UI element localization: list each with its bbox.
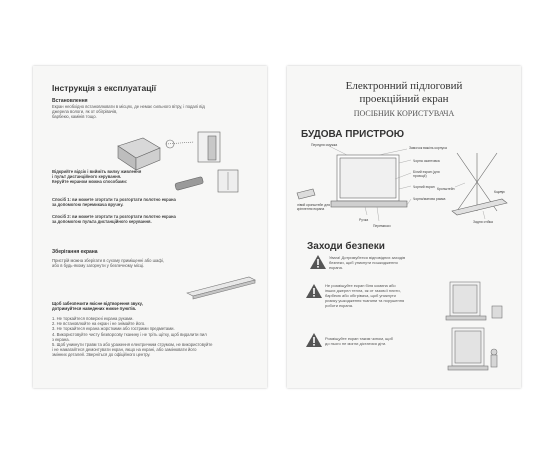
warning-text-2 (325, 283, 404, 308)
manual-title-line-2: проекційний екран (359, 93, 449, 105)
install-heading: Встановлення (52, 98, 88, 104)
warning-icon (309, 254, 327, 270)
left-page-title: Інструкція з експлуатації (52, 83, 157, 93)
storage-text (52, 258, 164, 268)
warning-line: ризику ушкодження тканини та порушення (325, 298, 405, 303)
sound-heading-line: Щоб забезпечити якісне відтворення звуку, (52, 301, 143, 306)
label-pedal: Перемикач (373, 224, 391, 228)
label-top-rail: Передня смужка (311, 143, 338, 147)
warning-line: роботи екрана. (325, 303, 354, 308)
label-handle: Ручка (359, 218, 369, 222)
warning-line: Розміщуйте екран таким чином, щоб (325, 336, 393, 341)
warning-icon (305, 332, 323, 348)
sound-heading-line: дотримуйтеся наведених нижче пунктів. (52, 306, 137, 312)
label-mechanism: Кронштейн (437, 187, 455, 191)
child-screen-illustration (442, 324, 512, 379)
label-black-border: Чорна окантовка (413, 159, 440, 163)
stored-case-illustration (183, 271, 263, 301)
rule-item: 1. Не торкайтеся поверхні екрана руками. (52, 316, 134, 321)
method-2-line: Спосіб 2: ви можете згортати та розгортати полотно екрана (52, 214, 176, 219)
install-line: барбекю, камінів тощо. (52, 114, 97, 120)
structure-heading: БУДОВА ПРИСТРОЮ (301, 129, 405, 140)
rules-list (52, 316, 262, 358)
remote-note-line: і пульт дистанційного керування. (52, 174, 122, 180)
storage-line: або в будь-якому загорнути у безпечному місці. (52, 263, 145, 269)
label-white-screen: Білий екран (для проєкції) (413, 170, 440, 178)
method-1-line: за допомогою перемикача вручну. (52, 202, 124, 208)
install-line: джерела вологи, як от обігрівачів, (52, 109, 118, 115)
remote-note-line: Керуйте екраном можна способами: (52, 179, 128, 185)
warning-line: Увага! Дотримуйтеся відповідних заходів (329, 255, 406, 260)
warning-text-1 (329, 255, 405, 270)
label-lever: Корпус (494, 190, 505, 194)
rule-item: змінних деталей. Зверніться до офіційного центру. (52, 352, 151, 358)
warning-icon (305, 283, 323, 299)
warning-line: безпеки, щоб уникнути пошкодження (329, 260, 398, 265)
warning-line: барбекю або обігрівача, щоб уникнути (325, 293, 396, 298)
remote-note-line: Відкрийте відсік і вийміть вилку живлення (52, 169, 142, 174)
rule-item: 4. Використовуйте чисту безворсову тканину і не тріть щітку, щоб видалити пил (52, 331, 207, 337)
method-2 (52, 214, 176, 224)
manual-subtitle: ПОСІБНИК КОРИСТУВАЧА (353, 109, 455, 118)
right-page (287, 66, 521, 388)
left-page (33, 66, 267, 388)
method-1-line: Спосіб 1: ви можете згортати та розгортати полотно екрана (52, 197, 176, 202)
warning-text-3 (325, 336, 393, 346)
rule-item: і не намагайтеся демонтувати екран, якщо на екрані, або замінювати його (52, 347, 197, 353)
rule-item: 2. Не встановлюйте на екран і не знімайте його. (52, 321, 146, 327)
safety-heading: Заходи безпеки (307, 241, 385, 252)
warning-line: інших джерел тепла, як от газової плити, (325, 288, 401, 293)
rule-item: з екрана. (52, 336, 70, 342)
manual-title-line-1: Електронний підлоговий (345, 80, 463, 92)
remote-note (52, 169, 141, 185)
method-1 (52, 197, 176, 207)
install-text (52, 104, 257, 120)
label-screen-bottom: Замочок важіль корпуса (409, 146, 447, 150)
rule-item: 3. Не торкайтеся екрана жорсткими або гострими предметами. (52, 326, 175, 332)
warning-line: до нього не могли дістатися діти. (325, 341, 387, 346)
storage-heading: Зберігання екрана (52, 249, 98, 255)
fireplace-screen-illustration (442, 276, 512, 326)
warning-line: екрана. (329, 265, 343, 270)
method-2-line: за допомогою пульта дистанційного керування. (52, 219, 152, 225)
remote-control-illustration (163, 166, 253, 206)
warning-line: Не розміщуйте екран біля комина або (325, 283, 396, 288)
install-line: Екран необхідно встановлювати в місцях, де немає сильного вітру, і подалі від (52, 104, 205, 109)
rule-item: 5. Щоб уникнути травм та або ураження електричним струмом, не використовуйте (52, 342, 213, 348)
label-black-mask: Чорний екран (413, 185, 435, 189)
label-base-note: лівий кронштейн для кріплення екрана (297, 203, 331, 211)
label-case: Чорна/матова рамка (413, 197, 446, 201)
label-support: Задня стійка (473, 220, 493, 224)
sound-heading (52, 301, 143, 311)
storage-line: Пристрій можна зберігати в сухому приміщенні або шафі, (52, 258, 164, 263)
